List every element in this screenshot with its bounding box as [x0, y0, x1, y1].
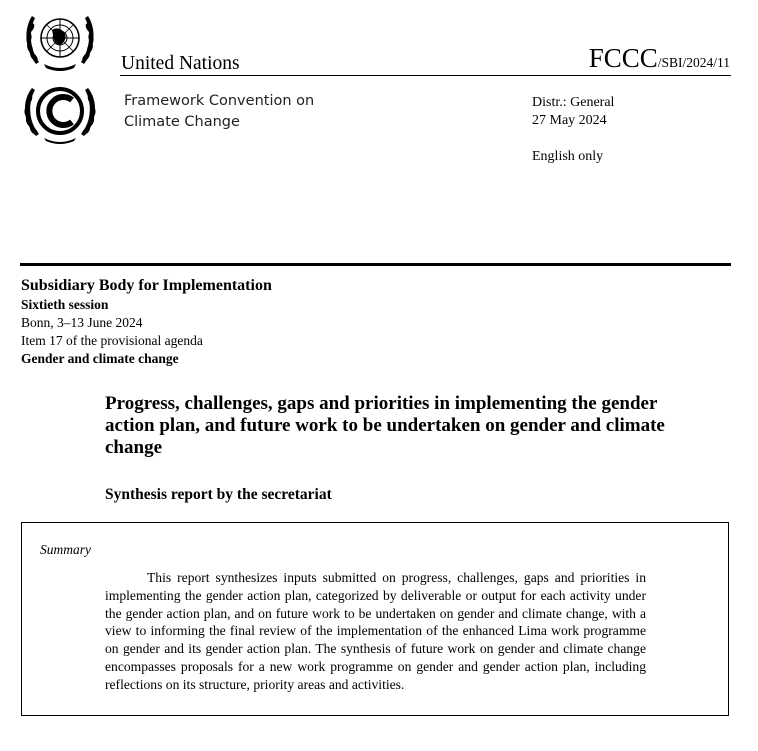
- distribution-block: [532, 94, 614, 130]
- convention-name: [124, 91, 314, 133]
- document-subtitle: Synthesis report by the secretariat: [105, 486, 332, 503]
- document-title: Progress, challenges, gaps and priorities in implementing the gender action plan, and future work to be undertaken on gender and climate change: [105, 393, 665, 458]
- session-location: Bonn, 3–13 June 2024: [21, 315, 143, 330]
- agenda-item: Item 17 of the provisional agenda: [21, 333, 203, 348]
- header-rule: [120, 75, 731, 76]
- distribution: Distr.: General: [532, 95, 615, 110]
- document-symbol: [589, 43, 730, 78]
- unfccc-logo-icon: [20, 78, 100, 144]
- organization-name: United Nations: [121, 53, 240, 74]
- convention-line-1: Framework Convention on: [124, 93, 315, 109]
- convention-line-2: Climate Change: [124, 114, 240, 130]
- symbol-main: FCCC: [588, 43, 658, 73]
- summary-label: Summary: [40, 542, 91, 557]
- language-note: English only: [532, 149, 604, 164]
- agenda-title: Gender and climate change: [21, 351, 179, 366]
- summary-text: This report synthesizes inputs submitted on progress, challenges, gaps and priorities in implementing the gender action plan, categorized by deliverable or output for each activity under the gender action plan, and on future work to be undertaken on gender and climate change, with a view to informing the final review of the implementation of the enhanced Lima work programme on gender and its gender action plan. The synthesis of future work on gender and climate change encompasses proposals for a new work programme on gender and gender action plan, including reflections on its structure, priority areas and activities.: [105, 570, 646, 692]
- body-name: Subsidiary Body for Implementation: [21, 277, 272, 294]
- un-emblem-icon: [22, 8, 98, 72]
- section-rule: [20, 263, 731, 266]
- issue-date: 27 May 2024: [532, 113, 607, 128]
- symbol-suffix: /SBI/2024/11: [657, 55, 730, 70]
- session-name: Sixtieth session: [21, 297, 109, 312]
- session-info: [21, 276, 272, 368]
